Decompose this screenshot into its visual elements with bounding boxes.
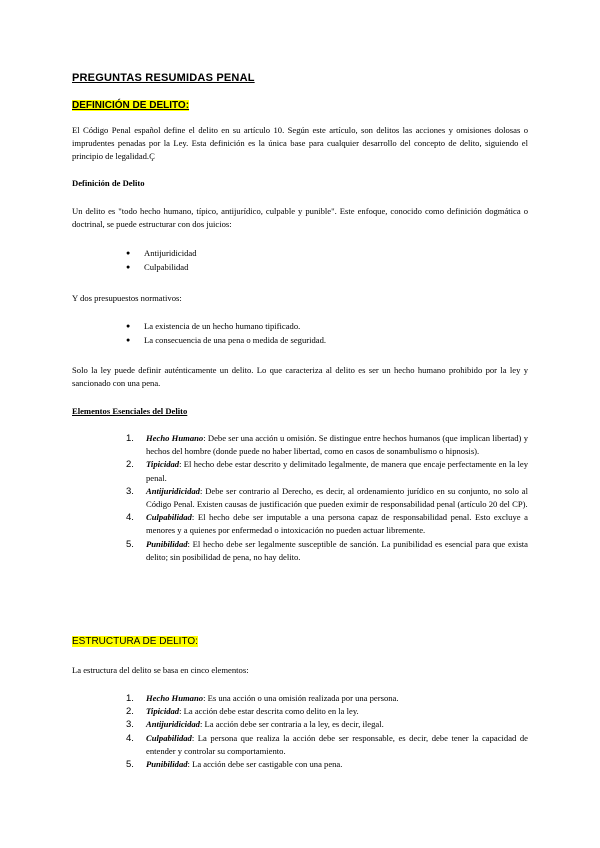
item-number: 1. — [126, 433, 134, 444]
estructura-list — [126, 692, 528, 771]
list-item — [126, 458, 528, 484]
item-text: : La acción debe ser contraria a la ley, es decir, ilegal. — [199, 719, 384, 730]
item-text: : El hecho debe ser imputable a una persona capaz de responsabilidad penal. Esto excluye a menores y a quienes por enfermedad o intoxicación no pueden actuar libremente. — [146, 512, 528, 536]
item-text: : El hecho debe ser legalmente susceptible de sanción. La punibilidad es esencial para que exista delito; sin posibilidad de pena, no hay delito. — [146, 538, 528, 562]
premises-intro: Y dos presupuestos normativos: — [72, 293, 182, 303]
list-item — [126, 432, 528, 458]
item-number: 4. — [126, 512, 134, 524]
item-text: : El hecho debe estar descrito y delimitado legalmente, de manera que encaje perfectamente en la ley penal. — [146, 459, 528, 483]
list-item — [126, 705, 528, 718]
item-text: : La persona que realiza la acción debe ser responsable, es decir, debe tener la capacidad de entender y controlar su comportamiento. — [146, 732, 528, 756]
item-number: 2. — [126, 706, 134, 718]
list-item — [126, 758, 528, 771]
highlight: DEFINICIÓN DE DELITO: — [72, 100, 190, 111]
section-heading-definicion — [72, 100, 189, 111]
item-term: Tipicidad — [146, 459, 180, 470]
intro-paragraph: El Código Penal español define el delito en su artículo 10. Según este artículo, son delitos las acciones y omisiones dolosas o imprudentes penadas por la Ley. Esta definición es la única base para cualquier desarrollo del concepto de delito, siguiendo el principio de legalidad.Ç — [72, 125, 528, 162]
document-title: PREGUNTAS RESUMIDAS PENAL — [72, 72, 255, 84]
list-item — [126, 692, 528, 705]
list-item — [126, 485, 528, 511]
estructura-intro: La estructura del delito se basa en cinco elementos: — [72, 665, 249, 675]
item-number: 3. — [126, 719, 134, 731]
highlight: ESTRUCTURA DE DELITO: — [72, 636, 198, 647]
item-term: Culpabilidad — [146, 512, 192, 523]
item-number: 1. — [126, 693, 134, 704]
item-text: : La acción debe ser castigable con una pena. — [187, 759, 343, 770]
closing-paragraph: Solo la ley puede definir auténticamente un delito. Lo que caracteriza al delito es ser un hecho humano prohibido por la ley y sancionado con una pena. — [72, 365, 528, 389]
subheading-elementos: Elementos Esenciales del Delito — [72, 406, 188, 416]
item-term: Hecho Humano — [146, 693, 204, 703]
item-term: Tipicidad — [146, 706, 180, 717]
list-item: ● Antijuridicidad — [126, 246, 197, 260]
item-text: : La acción debe estar descrita como delito en la ley. — [179, 706, 359, 717]
item-term: Culpabilidad — [146, 732, 192, 743]
list-item: ● La existencia de un hecho humano tipificado. — [126, 319, 326, 333]
item-term: Antijuridicidad — [146, 485, 200, 496]
item-term: Hecho Humano — [146, 433, 204, 443]
section-heading-estructura — [72, 636, 198, 647]
item-text: : Debe ser contrario al Derecho, es decir, al ordenamiento jurídico en su conjunto, no solo al Código Penal. Existen causas de justificación que pueden eximir de responsabilidad penal (artículo 20 del CP). — [146, 485, 528, 510]
item-term: Punibilidad — [146, 759, 188, 770]
item-number: 5. — [126, 538, 134, 550]
list-item: ● La consecuencia de una pena o medida de seguridad. — [126, 333, 326, 347]
list-item — [126, 511, 528, 537]
list-item — [126, 718, 528, 731]
elements-list — [126, 432, 528, 564]
premises-list — [126, 319, 326, 347]
list-item — [126, 732, 528, 758]
item-text: : Es una acción o una omisión realizada por una persona. — [203, 693, 399, 703]
subheading-definicion: Definición de Delito — [72, 178, 145, 188]
item-text: : Debe ser una acción u omisión. Se distingue entre hechos humanos (que implican libertad) y hechos del hombre (donde puede no haber libertad, como en casos de sonambulismo o hipnosis). — [146, 433, 528, 457]
item-number: 3. — [126, 485, 134, 497]
judgments-list — [126, 246, 197, 274]
item-number: 4. — [126, 732, 134, 744]
item-term: Punibilidad — [146, 538, 188, 549]
item-term: Antijuridicidad — [146, 719, 200, 730]
list-item: ● Culpabilidad — [126, 260, 197, 274]
item-number: 5. — [126, 759, 134, 771]
definition-paragraph: Un delito es "todo hecho humano, típico, antijurídico, culpable y punible". Este enfoque, conocido como definición dogmática o doctrinal, se puede estructurar con dos juicios: — [72, 206, 528, 230]
list-item — [126, 538, 528, 564]
item-number: 2. — [126, 459, 134, 471]
